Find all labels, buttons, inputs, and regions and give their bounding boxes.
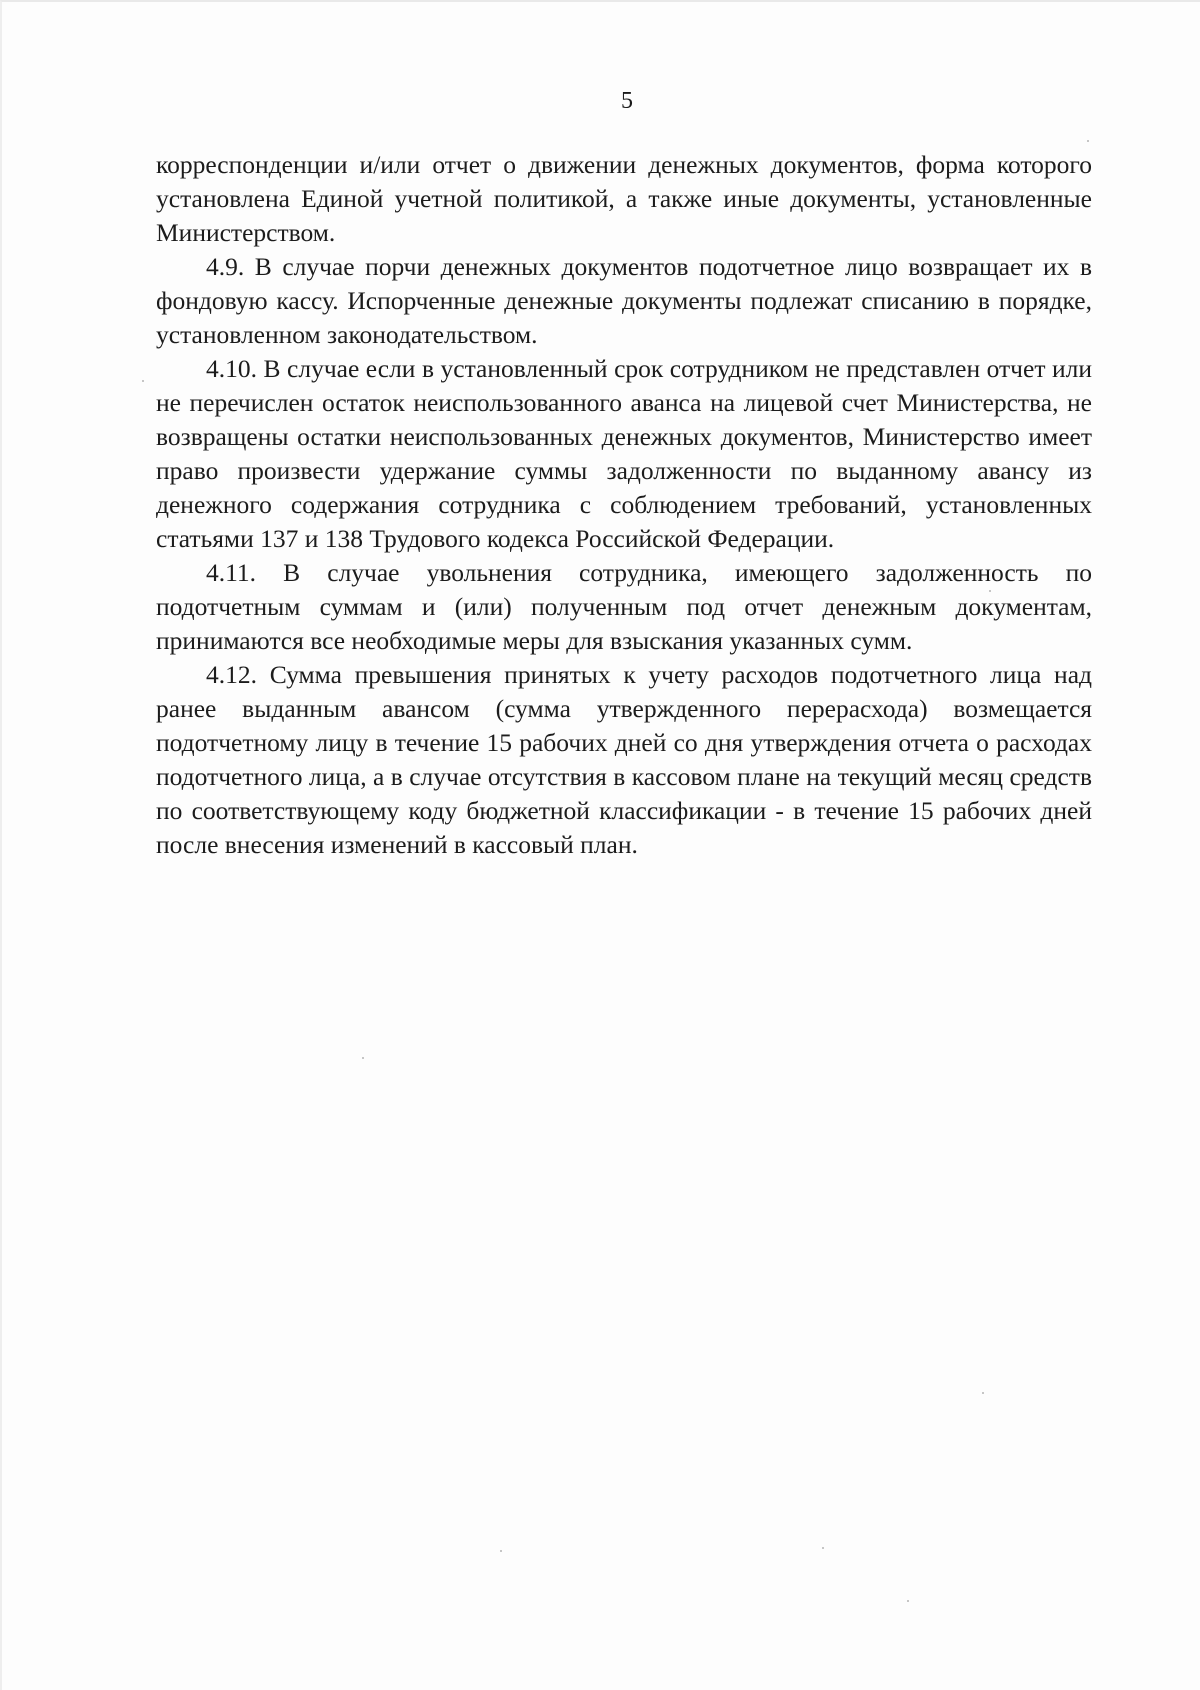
scan-speck	[500, 1550, 502, 1552]
scan-speck	[362, 1057, 364, 1059]
scan-speck	[982, 1392, 984, 1394]
document-body	[156, 148, 1092, 862]
scan-speck	[907, 1600, 909, 1602]
scan-speck	[822, 1547, 824, 1549]
scan-speck	[142, 380, 144, 382]
scan-speck	[1087, 140, 1089, 142]
paragraph-4-10: 4.10. В случае если в установленный срок сотрудником не представлен отчет или не перечислен остаток неиспользованного аванса на лицевой счет Министерства, не возвращены остатки неиспользованных денежных документов, Министерство имеет право произвести удержание суммы задолженности по выданному авансу из денежного содержания сотрудника с соблюдением требований, установленных статьями 137 и 138 Трудового кодекса Российской Федерации.	[156, 354, 1092, 553]
paragraph-continuation: корреспонденции и/или отчет о движении денежных документов, форма которого установлена Единой учетной политикой, а также иные документы, установленные Министерством.	[156, 150, 1092, 247]
paragraph-4-9: 4.9. В случае порчи денежных документов подотчетное лицо возвращает их в фондовую кассу. Испорченные денежные документы подлежат списанию в порядке, установленном законодательством.	[156, 252, 1092, 349]
paragraph-4-12: 4.12. Сумма превышения принятых к учету расходов подотчетного лица над ранее выданным авансом (сумма утвержденного перерасхода) возмещается подотчетному лицу в течение 15 рабочих дней со дня утверждения отчета о расходах подотчетного лица, а в случае отсутствия в кассовом плане на текущий месяц средств по соответствующему коду бюджетной классификации - в течение 15 рабочих дней после внесения изменений в кассовый план.	[156, 660, 1092, 859]
paragraph-4-11: 4.11. В случае увольнения сотрудника, имеющего задолженность по подотчетным суммам и (или) полученным под отчет денежным документам, принимаются все необходимые меры для взыскания указанных сумм.	[156, 558, 1092, 655]
page-number: 5	[621, 88, 633, 114]
scan-speck	[989, 590, 991, 592]
